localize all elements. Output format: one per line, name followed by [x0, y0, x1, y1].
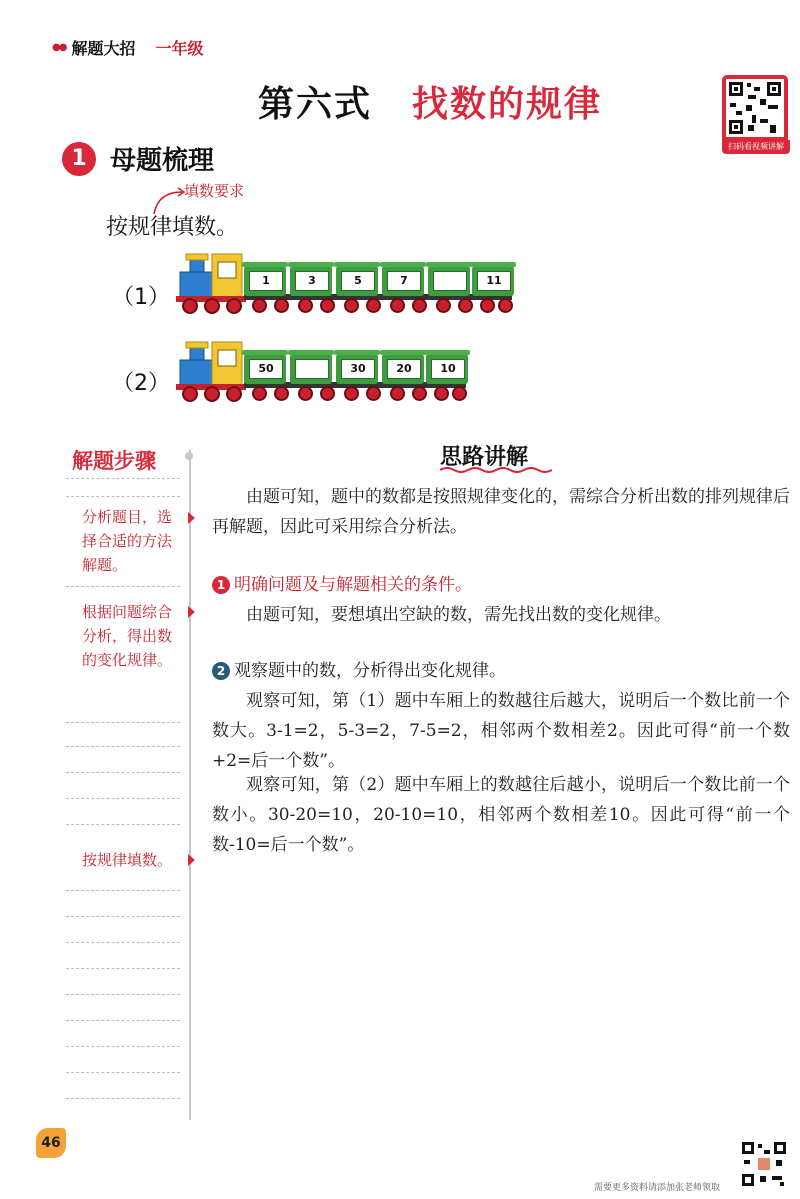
- car-number: 10: [431, 359, 465, 379]
- train-car: [336, 266, 378, 296]
- grade-label: 一年级: [155, 39, 204, 58]
- train-car: [244, 354, 286, 384]
- point-2-text: 观察题中的数，分析得出变化规律。: [234, 661, 506, 681]
- problem-text: 按规律填数。: [106, 215, 239, 240]
- title-part2: 找数的规律: [412, 84, 603, 125]
- step-3: 按规律填数。: [82, 851, 173, 869]
- train-car: [426, 354, 468, 384]
- footer-text: 需要更多资料请添加张老师领取: [594, 1183, 721, 1193]
- point-2-badge: 2: [212, 662, 230, 680]
- train-car: [336, 354, 378, 384]
- point-1-body: 由题可知，要想填出空缺的数，需先找出数的变化规律。: [246, 605, 671, 625]
- timeline-line: [189, 450, 191, 1120]
- train-engine-icon: [176, 338, 248, 404]
- step-1: 分析题目，选择合适的方法解题。: [82, 508, 173, 574]
- question-1-label: （1）: [112, 285, 170, 310]
- car-number: 50: [249, 359, 283, 379]
- train-car: [290, 266, 332, 296]
- qr-code-icon[interactable]: [722, 72, 788, 148]
- train-1: [176, 250, 516, 316]
- train-car-blank: [290, 354, 332, 384]
- point-2-body-a: 观察可知，第（1）题中车厢上的数越往后越大，说明后一个数比前一个数大。3-1=2，5-3=2，7-5=2，相邻两个数相差2。因此可得“前一个数+2=后一个数”。: [212, 691, 790, 771]
- train-car: [382, 266, 424, 296]
- step-marker-icon: [188, 512, 195, 524]
- qr-caption: 扫码看视频讲解: [722, 140, 790, 154]
- point-1-text: 明确问题及与解题相关的条件。: [234, 575, 472, 595]
- header-dots-icon: ●●: [52, 42, 66, 53]
- car-number: 11: [477, 271, 511, 291]
- point-1: [212, 570, 472, 600]
- title-part1: 第六式: [257, 84, 372, 125]
- car-number-blank[interactable]: [433, 271, 467, 291]
- page-number: 46: [36, 1128, 66, 1158]
- steps-title: 解题步骤: [72, 449, 156, 473]
- title-underline-wave: [440, 466, 552, 474]
- step-marker-icon: [188, 854, 195, 866]
- intro-paragraph: 由题可知，题中的数都是按照规律变化的，需综合分析出数的排列规律后再解题，因此可采用综合分析法。: [212, 487, 790, 537]
- train-car: [472, 266, 514, 296]
- book-header: [52, 36, 203, 59]
- point-2-body-b: 观察可知，第（2）题中车厢上的数越往后越小，说明后一个数比前一个数小。30-20=10，20-10=10，相邻两个数相差10。因此可得“前一个数-10=后一个数”。: [212, 775, 790, 855]
- section-number-badge: 1: [62, 142, 96, 176]
- car-number: 20: [387, 359, 421, 379]
- question-2-label: （2）: [112, 371, 170, 396]
- car-number: 5: [341, 271, 375, 291]
- train-car: [382, 354, 424, 384]
- car-number: 30: [341, 359, 375, 379]
- car-number: 1: [249, 271, 283, 291]
- train-2: [176, 338, 476, 404]
- train-car-blank: [428, 266, 470, 296]
- point-2: [212, 656, 506, 686]
- explanation-title: 思路讲解: [440, 445, 529, 470]
- step-marker-icon: [188, 606, 195, 618]
- car-number: 3: [295, 271, 329, 291]
- car-number-blank[interactable]: [295, 359, 329, 379]
- car-number: 7: [387, 271, 421, 291]
- footer-qr-code-icon[interactable]: [740, 1140, 788, 1188]
- point-1-badge: 1: [212, 576, 230, 594]
- page-title: [0, 76, 800, 127]
- step-2: 根据问题综合分析，得出数的变化规律。: [82, 603, 173, 669]
- requirement-label: 填数要求: [184, 182, 245, 200]
- train-car: [244, 266, 286, 296]
- book-title: 解题大招: [71, 39, 136, 58]
- train-engine-icon: [176, 250, 248, 316]
- section-title: 母题梳理: [110, 146, 215, 176]
